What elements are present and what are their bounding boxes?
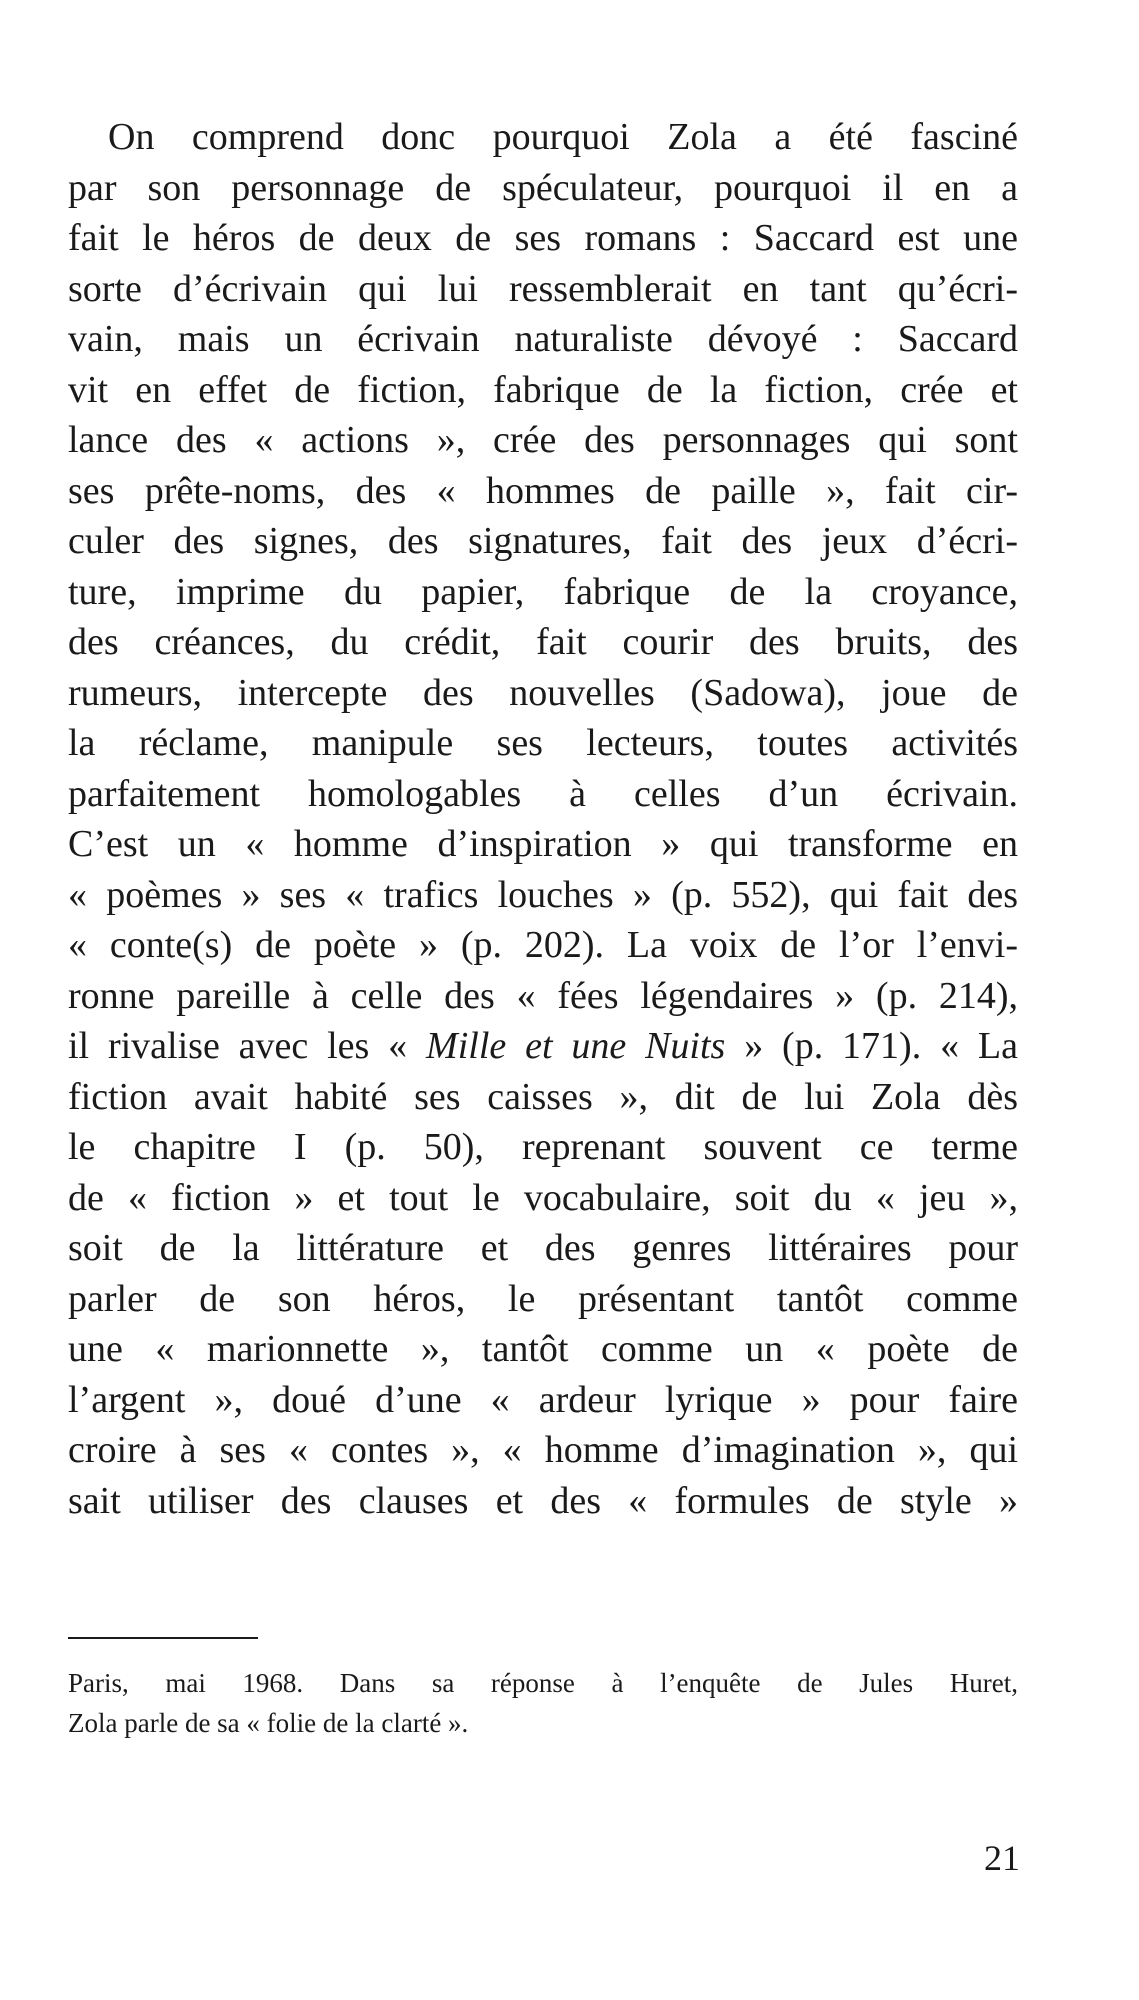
- text-line: des créances, du crédit, fait courir des bruits, des: [68, 621, 1018, 663]
- text-line: C’est un « homme d’inspiration » qui transforme en: [68, 823, 1018, 865]
- text-line: une « marionnette », tantôt comme un « poète de: [68, 1328, 1018, 1370]
- text-line: parler de son héros, le présentant tantôt comme: [68, 1277, 1018, 1320]
- text-line: la réclame, manipule ses lecteurs, toutes activités: [68, 722, 1018, 764]
- text-line: « conte(s) de poète » (p. 202). La voix de l’or l’envi-: [68, 924, 1018, 966]
- italic-book-title: Mille et une Nuits: [426, 1025, 726, 1067]
- text-line: sait utiliser des clauses et des « formules de style »: [68, 1479, 1018, 1522]
- text-line: sorte d’écrivain qui lui ressemblerait en tant qu’écri-: [68, 267, 1018, 310]
- text-line: vit en effet de fiction, fabrique de la fiction, crée et: [68, 368, 1018, 411]
- text-line: l’argent », doué d’une « ardeur lyrique » pour faire: [68, 1378, 1018, 1421]
- text-line: soit de la littérature et des genres littéraires pour: [68, 1227, 1018, 1269]
- body-text: [68, 112, 1018, 1526]
- text-line: fait le héros de deux de ses romans : Saccard est une: [68, 217, 1018, 259]
- text-line: par son personnage de spéculateur, pourquoi il en a: [68, 166, 1018, 209]
- text-line: fiction avait habité ses caisses », dit de lui Zola dès: [68, 1075, 1018, 1118]
- text-line: lance des « actions », crée des personnages qui sont: [68, 419, 1018, 461]
- text-segment: » (p. 171). « La: [725, 1025, 1018, 1067]
- footnote: [68, 1663, 1018, 1743]
- text-line: croire à ses « contes », « homme d’imagination », qui: [68, 1429, 1018, 1471]
- text-line: vain, mais un écrivain naturaliste dévoyé : Saccard: [68, 318, 1018, 360]
- text-line: On comprend donc pourquoi Zola a été fasciné: [108, 116, 1018, 158]
- footnote-line: Zola parle de sa « folie de la clarté ».: [68, 1708, 469, 1738]
- text-line: le chapitre I (p. 50), reprenant souvent ce terme: [68, 1126, 1018, 1168]
- text-line: ses prête-noms, des « hommes de paille », fait cir-: [68, 469, 1018, 512]
- text-line: culer des signes, des signatures, fait des jeux d’écri-: [68, 520, 1018, 562]
- text-segment: il rivalise avec les «: [68, 1025, 427, 1067]
- footnote-line: Paris, mai 1968. Dans sa réponse à l’enquête de Jules Huret,: [68, 1668, 1018, 1698]
- footnote-divider: [68, 1637, 258, 1639]
- text-line-with-italic-title: [68, 1021, 1018, 1072]
- page-number: 21: [984, 1838, 1020, 1878]
- text-line: de « fiction » et tout le vocabulaire, soit du « jeu »,: [68, 1176, 1018, 1219]
- text-line: rumeurs, intercepte des nouvelles (Sadowa), joue de: [68, 671, 1018, 714]
- text-line: « poèmes » ses « trafics louches » (p. 552), qui fait des: [68, 873, 1018, 916]
- text-line: parfaitement homologables à celles d’un écrivain.: [68, 772, 1018, 815]
- text-line: ronne pareille à celle des « fées légendaires » (p. 214),: [68, 974, 1018, 1017]
- text-line: ture, imprime du papier, fabrique de la croyance,: [68, 570, 1018, 613]
